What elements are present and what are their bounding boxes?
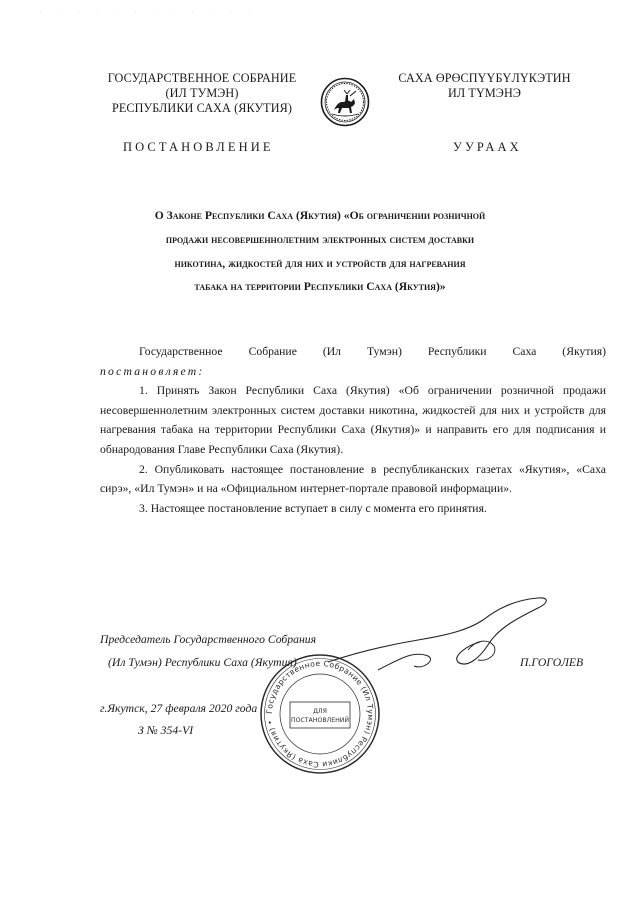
title-line-4: табака на территории Республики Саха (Якутия)» — [194, 280, 446, 294]
doc-type-left: ПОСТАНОВЛЕНИЕ — [123, 140, 274, 154]
document-body — [100, 342, 606, 518]
postanovlyaet-word: постановляет: — [100, 364, 205, 378]
signatory-position-line-2: (Ил Тумэн) Республики Саха (Якутия) — [108, 656, 297, 669]
header-right-line-2: ИЛ ТҮМЭНЭ — [448, 86, 521, 100]
stamp-ring-text: Государственное Собрание (Ил Тумэн) Республики Саха (Якутия) • — [264, 658, 376, 770]
body-item-3: 3. Настоящее постановление вступает в силу с момента его принятия. — [139, 501, 487, 515]
header-left-line-1: ГОСУДАРСТВЕННОЕ СОБРАНИЕ — [107, 71, 297, 85]
header-left-line-3: РЕСПУБЛИКИ САХА (ЯКУТИЯ) — [111, 101, 293, 115]
scan-artifacts: . . . . . . . . . . . . — [40, 9, 259, 15]
header-left-line-2: (ИЛ ТУМЭН) — [165, 86, 239, 100]
title-line-2: продажи несовершеннолетним электронных систем доставки — [165, 232, 475, 246]
signatory-position-line-1: Председатель Государственного Собрания — [100, 633, 317, 646]
document-title — [90, 204, 550, 299]
signatory-name: П.ГОГОЛЕВ — [520, 656, 584, 669]
document-number: З № 354-VI — [138, 724, 194, 737]
place-date: г.Якутск, 27 февраля 2020 года — [100, 702, 258, 715]
doc-type-right: УУРААХ — [453, 140, 522, 154]
title-line-1: О Законе Республики Саха (Якутия) «Об ограничении розничной — [154, 209, 486, 222]
body-item-2: 2. Опубликовать настоящее постановление в республиканских газетах «Якутия», «Саха сирэ», «Ил Тумэн» и на «Официальном интернет-портале правовой информации». — [100, 462, 606, 496]
emblem-icon — [320, 77, 370, 127]
header-right-line-1: САХА ӨРӨСПҮҮБҮЛҮКЭТИН — [398, 71, 571, 85]
intro-line: Государственное Собрание (Ил Тумэн) Республики Саха (Якутия) — [139, 345, 606, 358]
title-line-3: никотина, жидкостей для них и устройств для нагревания — [174, 256, 466, 270]
header-right — [377, 71, 592, 101]
header-left — [92, 71, 312, 116]
official-stamp — [258, 652, 382, 776]
stamp-center-line-1: ДЛЯ — [313, 708, 327, 715]
body-item-1: 1. Принять Закон Республики Саха (Якутия) «Об ограничении розничной продажи несовершеннолетним электронных систем доставки никотина, жидкостей для них и устройств для нагревания табака на территории Республики Саха (Якутия)» и направить его для подписания и обнародования Главе Республики Саха (Якутия). — [100, 384, 606, 456]
stamp-center-line-2: ПОСТАНОВЛЕНИЙ — [290, 717, 350, 724]
